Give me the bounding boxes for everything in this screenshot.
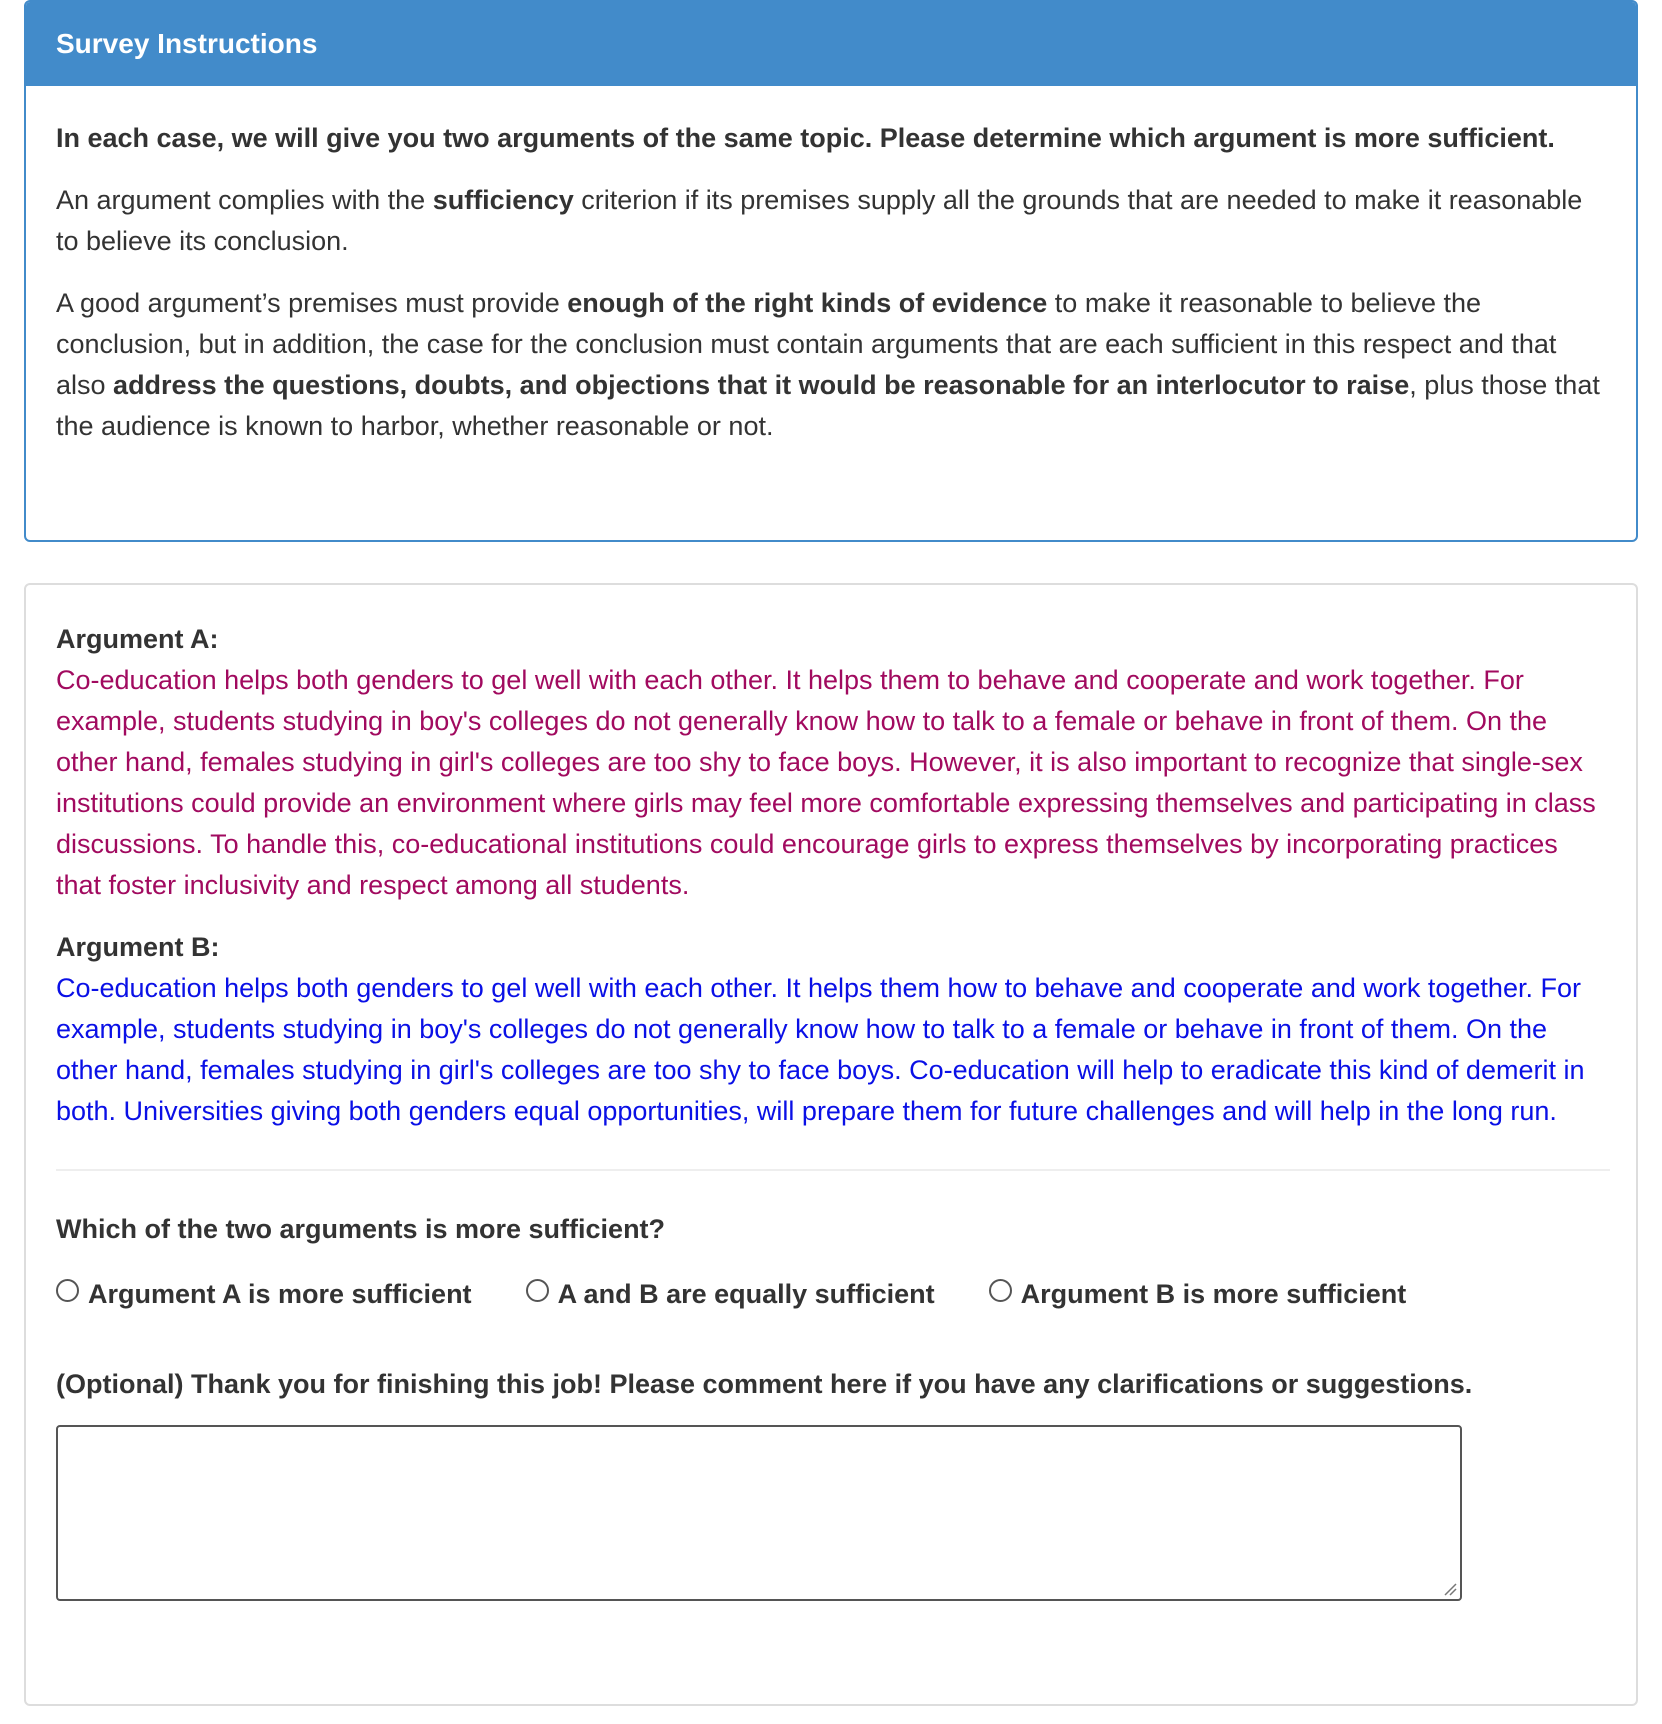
- option-b-more-sufficient[interactable]: [989, 1279, 1407, 1310]
- description-text-mid: to make it reasonable to believe the conclusion, but in addition, the case for the conclusion must contain arguments that are each sufficient in this respect and that also: [56, 288, 1557, 400]
- argument-a-label: Argument A:: [56, 624, 219, 654]
- answer-options: [56, 1272, 1606, 1316]
- description-text-pre: A good argument’s premises must provide: [56, 288, 568, 318]
- question-text: Which of the two arguments is more sufficient?: [56, 1214, 666, 1244]
- good-argument-description: [56, 283, 1606, 447]
- option-a-label: Argument A is more sufficient: [88, 1278, 472, 1309]
- radio-button-b[interactable]: [989, 1279, 1012, 1302]
- option-equally-sufficient[interactable]: [526, 1279, 935, 1310]
- argument-a-text: Co-education helps both genders to gel well with each other. It helps them to behave and cooperate and work together. For example, students studying in boy's colleges do not generally know how to talk to a female or behave in front of them. On the other hand, females studying in girl's colleges are too shy to face boys. However, it is also important to recognize that single-sex institutions could provide an environment where girls may feel more comfortable expressing themselves and participating in class discussions. To handle this, co-educational institutions could encourage girls to express themselves by incorporating practices that foster inclusivity and respect among all students.: [56, 665, 1596, 900]
- argument-b-text: Co-education helps both genders to gel well with each other. It helps them how to behave and cooperate and work together. For example, students studying in boy's colleges do not generally know how to talk to a female or behave in front of them. On the other hand, females studying in girl's colleges are too shy to face boys. Co-education will help to eradicate this kind of demerit in both. Universities giving both genders equal opportunities, will prepare them for future challenges and will help in the long run.: [56, 973, 1585, 1126]
- task-panel: [24, 583, 1638, 1706]
- definition-text-post: criterion if its premises supply all the grounds that are needed to make it reasonable to believe its conclusion.: [56, 185, 1583, 256]
- instructions-body: [26, 86, 1636, 447]
- sufficiency-definition: [56, 180, 1606, 262]
- option-a-more-sufficient[interactable]: [56, 1279, 472, 1310]
- argument-b-label: Argument B:: [56, 932, 220, 962]
- evidence-emphasis: enough of the right kinds of evidence: [567, 288, 1048, 318]
- definition-text-pre: An argument complies with the: [56, 185, 433, 215]
- objections-emphasis: address the questions, doubts, and objections that it would be reasonable for an interlocutor to raise: [113, 370, 1410, 400]
- resize-handle-icon[interactable]: [1443, 1582, 1457, 1596]
- comment-textarea[interactable]: [56, 1425, 1462, 1601]
- description-text-post: , plus those that the audience is known to harbor, whether reasonable or not.: [56, 370, 1600, 441]
- option-b-label: Argument B is more sufficient: [1020, 1278, 1407, 1309]
- option-equal-label: A and B are equally sufficient: [557, 1278, 935, 1309]
- comment-label: (Optional) Thank you for finishing this job! Please comment here if you have any clarifications or suggestions.: [56, 1369, 1473, 1399]
- section-divider: [56, 1169, 1610, 1171]
- radio-button-a[interactable]: [56, 1279, 79, 1302]
- instructions-title: Survey Instructions: [26, 2, 1636, 86]
- task-body: [26, 585, 1636, 1601]
- instructions-panel: [24, 0, 1638, 542]
- radio-button-equal[interactable]: [526, 1279, 549, 1302]
- sufficiency-term: sufficiency: [432, 185, 574, 215]
- instructions-intro: In each case, we will give you two arguments of the same topic. Please determine which argument is more sufficient.: [56, 123, 1555, 153]
